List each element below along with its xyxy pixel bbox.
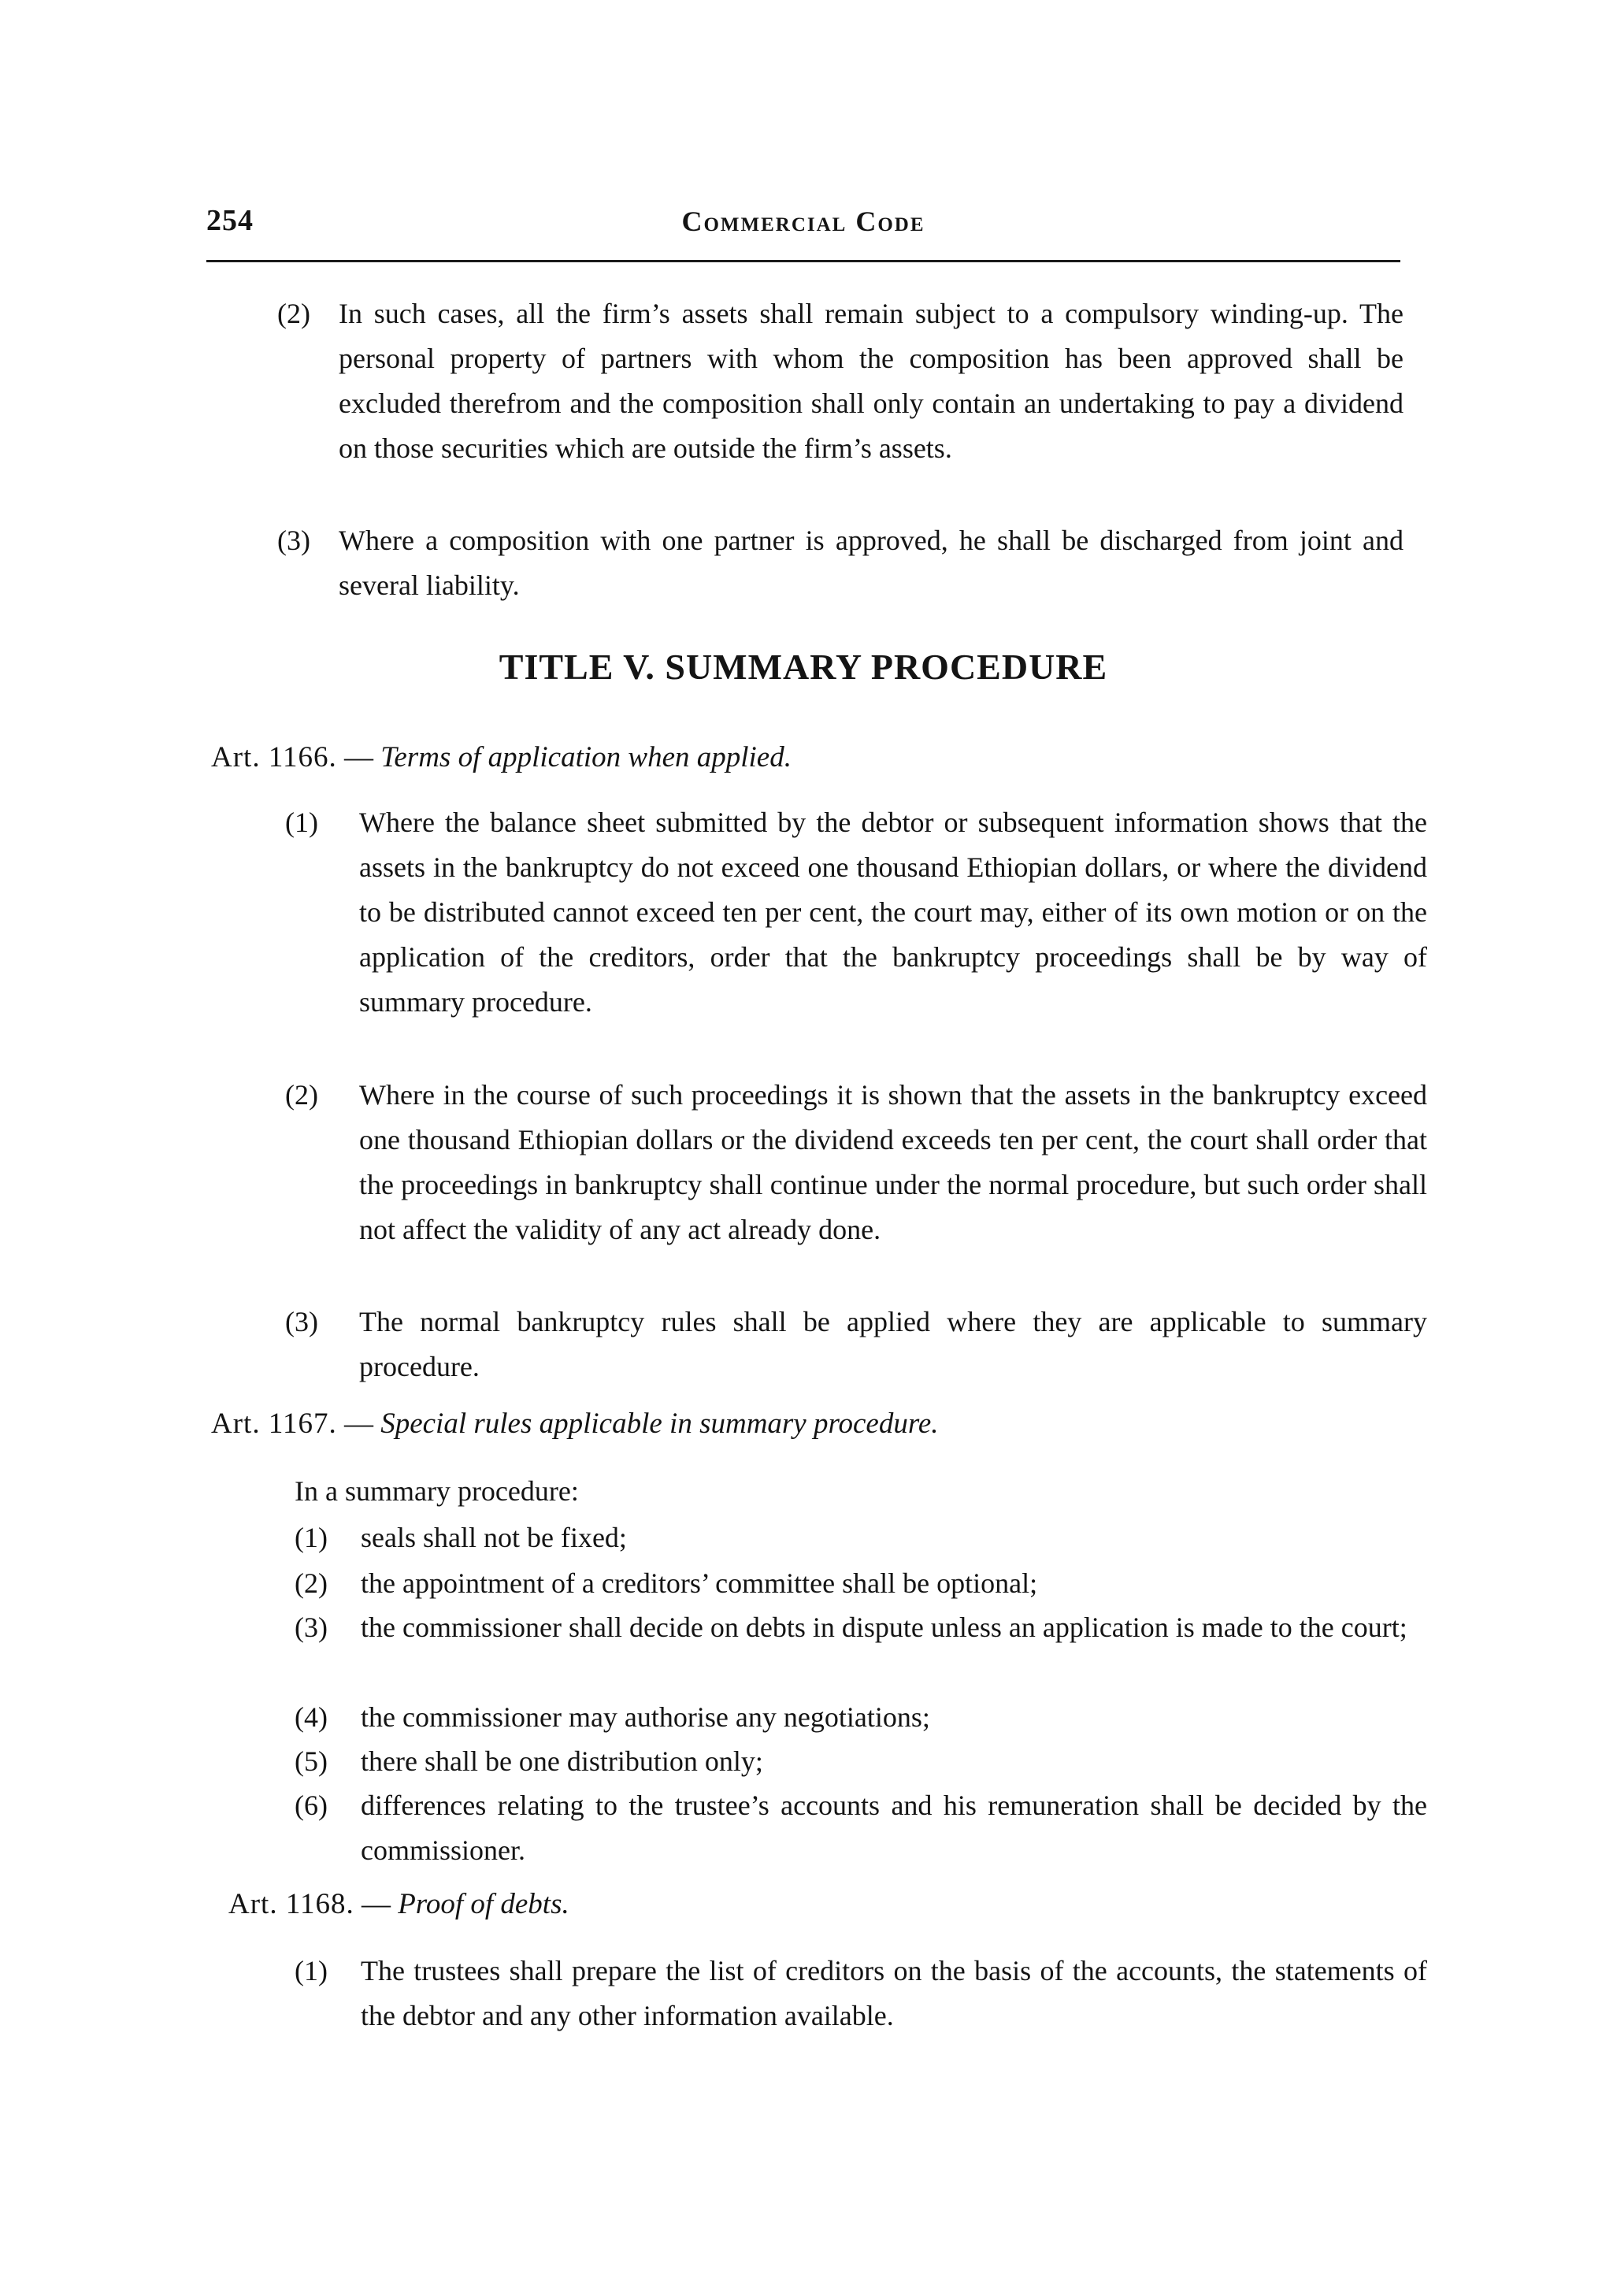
article-caption: Proof of debts. xyxy=(398,1888,569,1920)
paragraph-text: Where the balance sheet submitted by the debtor or subsequent information shows that the assets in the bankruptcy do not exceed one thousand Ethiopian dollars, or where the dividend to be distributed cannot exceed ten per cent, the court may, either of its own motion or on the application of the creditors, order that the bankruptcy proceedings shall be by way of summary procedure. xyxy=(359,807,1427,1018)
paragraph-number: (1) xyxy=(295,1522,328,1553)
article-1167-item-1 xyxy=(295,1515,1427,1560)
article-1167-item-6 xyxy=(295,1783,1427,1873)
article-1166-paragraph-2 xyxy=(285,1073,1427,1252)
paragraph-text: Where in the course of such proceedings it is shown that the assets in the bankruptcy exceed one thousand Ethiopian dollars or the dividend exceeds ten per cent, the court shall order that the proceedings in bankruptcy shall continue under the normal procedure, but such order shall not affect the validity of any act already done. xyxy=(359,1079,1427,1245)
article-1166-paragraph-3 xyxy=(285,1300,1427,1389)
paragraph-number: (5) xyxy=(295,1745,328,1777)
paragraph-text: the appointment of a creditors’ committee shall be optional; xyxy=(361,1567,1038,1599)
article-caption: Special rules applicable in summary procedure. xyxy=(380,1408,939,1440)
paragraph-text: The normal bankruptcy rules shall be applied where they are applicable to summary procedure. xyxy=(359,1306,1427,1382)
paragraph-number: (2) xyxy=(295,1567,328,1599)
article-label: Art. 1166. xyxy=(211,741,337,773)
paragraph-text: The trustees shall prepare the list of creditors on the basis of the accounts, the statements of the debtor and any other information available. xyxy=(361,1955,1427,2031)
paragraph-number: (6) xyxy=(295,1790,328,1821)
paragraph-number: (2) xyxy=(277,298,310,329)
paragraph-number: (1) xyxy=(295,1955,328,1986)
page-header xyxy=(206,203,1400,247)
article-1166-paragraph-1 xyxy=(285,800,1427,1025)
paragraph-text: seals shall not be fixed; xyxy=(361,1522,627,1553)
article-dash: — xyxy=(343,1408,373,1440)
paragraph-number: (4) xyxy=(295,1701,328,1733)
paragraph-number: (3) xyxy=(277,525,310,556)
article-dash: — xyxy=(343,741,373,773)
article-heading-1167 xyxy=(211,1407,939,1441)
paragraph-number: (2) xyxy=(285,1079,318,1111)
continuation-paragraph-3 xyxy=(277,518,1403,608)
paragraph-text: there shall be one distribution only; xyxy=(361,1745,763,1777)
article-1168-paragraph-1 xyxy=(295,1949,1427,2038)
paragraph-number: (3) xyxy=(295,1612,328,1643)
article-dash: — xyxy=(361,1888,391,1920)
article-heading-1168 xyxy=(228,1887,569,1921)
article-1167-item-5 xyxy=(295,1739,1427,1784)
paragraph-text: the commissioner may authorise any negotiations; xyxy=(361,1701,930,1733)
article-label: Art. 1167. xyxy=(211,1408,337,1440)
paragraph-text: In such cases, all the firm’s assets shall remain subject to a compulsory winding-up. The personal property of partners with whom the composition has been approved shall be excluded therefrom and the composition shall only contain an undertaking to pay a dividend on those securities which are outside the firm’s assets. xyxy=(339,298,1403,464)
article-caption: Terms of application when applied. xyxy=(380,741,792,773)
article-heading-1166 xyxy=(211,740,792,774)
paragraph-number: (1) xyxy=(285,807,318,838)
article-1167-item-2 xyxy=(295,1561,1427,1606)
section-title: TITLE V. SUMMARY PROCEDURE xyxy=(499,647,1108,687)
article-1167-item-4 xyxy=(295,1695,1427,1740)
article-1167-intro: In a summary procedure: xyxy=(295,1475,579,1507)
page-number: 254 xyxy=(206,204,254,237)
continuation-paragraph-2 xyxy=(277,291,1403,471)
header-rule xyxy=(206,260,1400,262)
article-1167-item-3 xyxy=(295,1605,1427,1650)
article-label: Art. 1168. xyxy=(228,1888,354,1920)
paragraph-text: Where a composition with one partner is approved, he shall be discharged from joint and several liability. xyxy=(339,525,1403,601)
paragraph-text: the commissioner shall decide on debts in dispute unless an application is made to the court; xyxy=(361,1612,1407,1643)
paragraph-number: (3) xyxy=(285,1306,318,1337)
running-head: Commercial Code xyxy=(681,206,925,237)
paragraph-text: differences relating to the trustee’s accounts and his remuneration shall be decided by the commissioner. xyxy=(361,1790,1427,1866)
